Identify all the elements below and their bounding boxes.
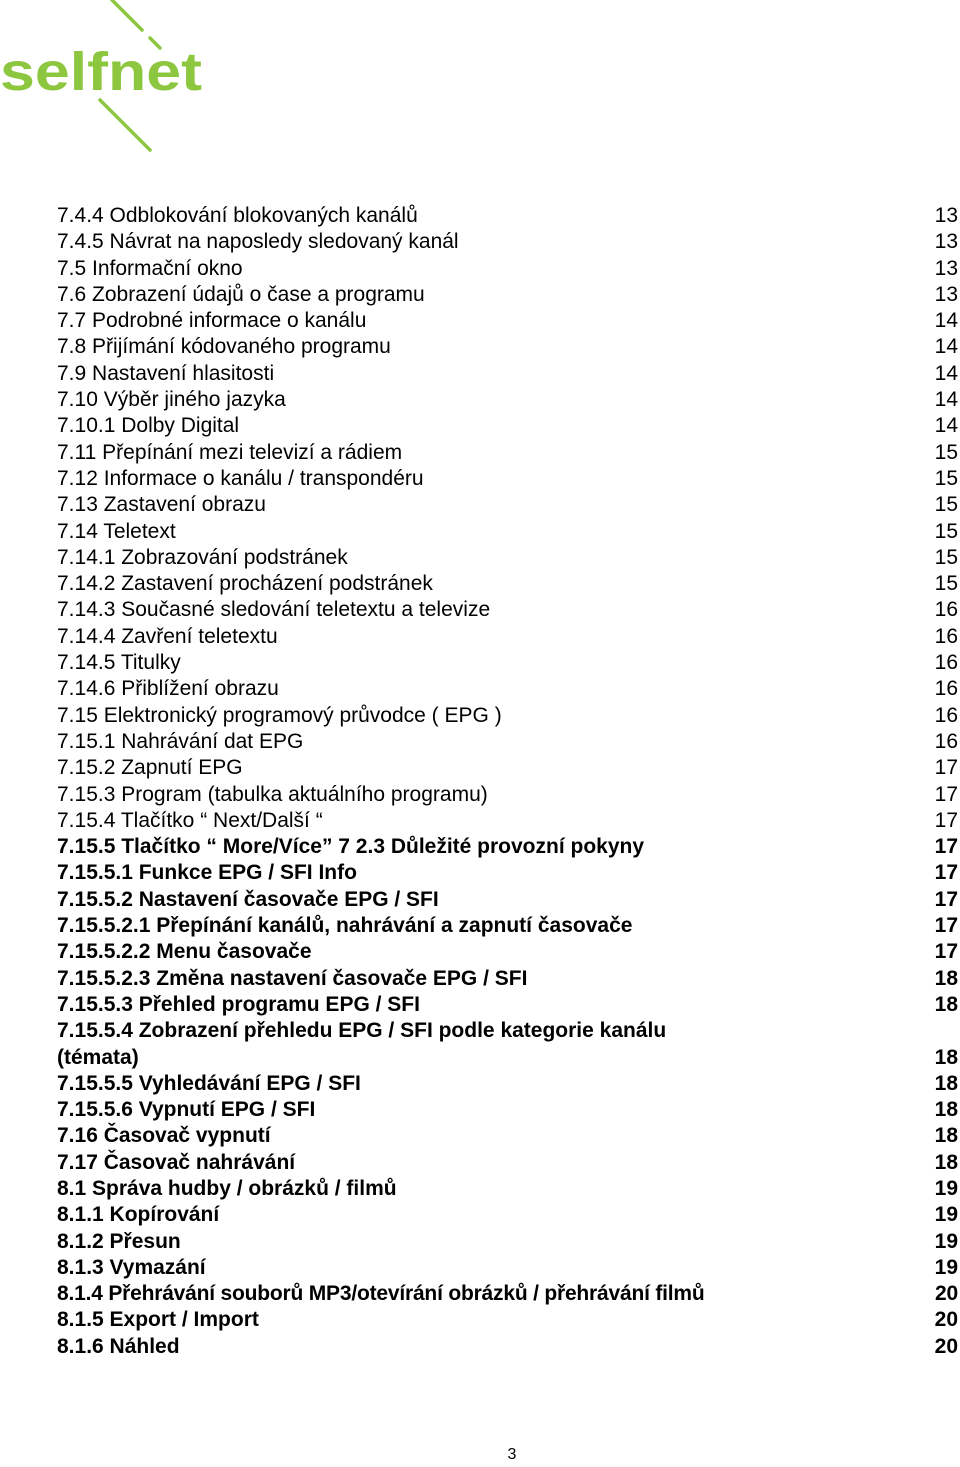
toc-entry-title: 7.14.5 Titulky	[57, 651, 181, 675]
toc-entry[interactable]	[57, 597, 958, 623]
toc-entry-title: 7.12 Informace o kanálu / transpondéru	[57, 466, 424, 490]
toc-entry-page: 17	[934, 914, 958, 938]
toc-entry-title: 7.5 Informační okno	[57, 256, 243, 280]
table-of-contents	[57, 203, 958, 1360]
toc-entry[interactable]	[57, 256, 958, 282]
selfnet-logo	[0, 0, 210, 155]
toc-entry-page: 13	[934, 230, 958, 254]
toc-entry-title: 7.15.5.2.2 Menu časovače	[57, 940, 312, 964]
toc-entry[interactable]	[57, 887, 958, 913]
toc-entry[interactable]	[57, 1176, 958, 1202]
toc-entry-page: 20	[934, 1308, 958, 1332]
toc-entry-title: 7.10.1 Dolby Digital	[57, 414, 240, 438]
toc-entry-page: 13	[934, 256, 958, 280]
toc-entry-title: 7.15.1 Nahrávání dat EPG	[57, 729, 304, 753]
toc-entry-title: 7.7 Podrobné informace o kanálu	[57, 309, 367, 333]
toc-entry-title: 7.6 Zobrazení údajů o čase a programu	[57, 282, 425, 306]
toc-entry[interactable]	[57, 571, 958, 597]
toc-entry[interactable]	[57, 860, 958, 886]
toc-entry[interactable]	[57, 387, 958, 413]
toc-entry[interactable]	[57, 229, 958, 255]
toc-entry-page: 17	[934, 940, 958, 964]
toc-entry-page: 20	[934, 1334, 958, 1358]
toc-entry-page: 18	[934, 1150, 958, 1174]
toc-entry[interactable]	[57, 440, 958, 466]
toc-entry-title: 7.17 Časovač nahrávání	[57, 1150, 296, 1174]
toc-entry-title: 7.8 Přijímání kódovaného programu	[57, 335, 391, 359]
toc-entry-title: 7.15.5.3 Přehled programu EPG / SFI	[57, 992, 420, 1016]
toc-entry-page: 16	[934, 729, 958, 753]
toc-entry[interactable]	[57, 282, 958, 308]
toc-entry-title: 8.1.6 Náhled	[57, 1334, 180, 1358]
toc-entry[interactable]	[57, 545, 958, 571]
toc-entry-title: 7.15.2 Zapnutí EPG	[57, 756, 243, 780]
toc-entry[interactable]	[57, 1334, 958, 1360]
toc-entry[interactable]	[57, 466, 958, 492]
toc-entry-title: 7.15.3 Program (tabulka aktuálního programu)	[57, 782, 488, 806]
toc-entry-title: 7.14.2 Zastavení procházení podstránek	[57, 572, 433, 596]
page-number: 3	[507, 1446, 517, 1463]
toc-entry-title: 8.1 Správa hudby / obrázků / filmů	[57, 1176, 397, 1200]
toc-entry[interactable]	[57, 992, 958, 1018]
toc-entry-title: 7.15.5.2.3 Změna nastavení časovače EPG / SFI	[57, 966, 528, 990]
toc-entry[interactable]	[57, 413, 958, 439]
toc-entry-page: 20	[935, 1282, 958, 1306]
toc-entry[interactable]	[57, 1229, 958, 1255]
toc-entry-title-line: 7.15.5.4 Zobrazení přehledu EPG / SFI podle kategorie kanálu	[57, 1019, 667, 1043]
toc-entry-title: 8.1.5 Export / Import	[57, 1308, 259, 1332]
toc-entry-page: 16	[934, 598, 958, 622]
toc-entry-title: 7.14.4 Zavření teletextu	[57, 624, 278, 648]
toc-entry-page: 17	[934, 808, 958, 832]
toc-entry-page: 13	[934, 204, 958, 227]
toc-entry-page: 19	[934, 1203, 958, 1227]
toc-entry-title: 8.1.3 Vymazání	[57, 1255, 206, 1279]
toc-entry-page: 14	[934, 414, 958, 438]
toc-entry-page: 15	[934, 466, 958, 490]
toc-entry-title: 7.15 Elektronický programový průvodce ( EPG )	[57, 703, 502, 727]
toc-entry-title: 8.1.2 Přesun	[57, 1229, 181, 1253]
toc-entry[interactable]	[57, 913, 958, 939]
logo-wordmark: selfnet	[0, 42, 203, 102]
toc-entry[interactable]	[57, 939, 958, 965]
toc-entry[interactable]	[57, 1097, 958, 1123]
toc-entry-title: 7.4.5 Návrat na naposledy sledovaný kanál	[57, 230, 459, 254]
toc-entry[interactable]	[57, 755, 958, 781]
toc-entry[interactable]	[57, 1202, 958, 1228]
toc-entry-title: 7.14.6 Přiblížení obrazu	[57, 677, 279, 701]
toc-entry-title: 8.1.4 Přehrávání souborů MP3/otevírání obrázků / přehrávání filmů	[57, 1282, 705, 1306]
toc-entry-page: 15	[934, 572, 958, 596]
toc-entry-page: 16	[934, 651, 958, 675]
toc-entry-title: 7.16 Časovač vypnutí	[57, 1124, 271, 1148]
toc-entry[interactable]	[57, 1150, 958, 1176]
toc-entry[interactable]	[57, 203, 958, 229]
toc-entry[interactable]	[57, 729, 958, 755]
toc-entry-page: 15	[934, 519, 958, 543]
toc-entry-page: 16	[934, 703, 958, 727]
toc-entry-title-line: (témata)	[57, 1045, 139, 1069]
toc-entry-page: 14	[934, 309, 958, 333]
toc-entry-title: 7.4.4 Odblokování blokovaných kanálů	[57, 204, 418, 227]
toc-entry-page: 16	[934, 677, 958, 701]
toc-entry[interactable]	[57, 519, 958, 545]
toc-entry-title: 7.11 Přepínání mezi televizí a rádiem	[57, 440, 403, 464]
toc-entry-title: 8.1.1 Kopírování	[57, 1203, 220, 1227]
toc-entry-page: 18	[934, 1071, 958, 1095]
toc-entry[interactable]	[57, 1255, 958, 1281]
toc-entry-title: 7.14.3 Současné sledování teletextu a televize	[57, 598, 491, 622]
toc-entry-page: 18	[934, 1124, 958, 1148]
toc-entry-page: 18	[934, 966, 958, 990]
toc-entry-page: 15	[934, 545, 958, 569]
toc-entry-title: 7.9 Nastavení hlasitosti	[57, 361, 275, 385]
toc-entry-title: 7.14.1 Zobrazování podstránek	[57, 545, 348, 569]
toc-entry[interactable]	[57, 1307, 958, 1333]
toc-entry-page: 17	[934, 861, 958, 885]
toc-entry-page: 16	[934, 624, 958, 648]
toc-entry-page: 13	[934, 282, 958, 306]
toc-entry-page: 14	[934, 388, 958, 412]
toc-entry[interactable]	[57, 624, 958, 650]
toc-entry-page: 18	[934, 1045, 958, 1069]
toc-entry-title: 7.15.5 Tlačítko “ More/Více” 7 2.3 Důležité provozní pokyny	[57, 835, 645, 859]
toc-entry-title: 7.15.4 Tlačítko “ Next/Další “	[57, 808, 323, 832]
toc-entry-page: 14	[934, 335, 958, 359]
toc-entry-page: 17	[934, 756, 958, 780]
toc-entry[interactable]	[57, 676, 958, 702]
toc-entry[interactable]	[57, 650, 958, 676]
toc-entry[interactable]	[57, 966, 958, 992]
toc-entry-title: 7.14 Teletext	[57, 519, 176, 543]
toc-entry-page: 17	[934, 782, 958, 806]
toc-entry[interactable]	[57, 308, 958, 334]
toc-entry-page: 19	[934, 1176, 958, 1200]
toc-entry-page: 18	[934, 992, 958, 1016]
toc-entry-title: 7.13 Zastavení obrazu	[57, 493, 266, 517]
toc-entry-page: 19	[934, 1255, 958, 1279]
toc-entry-title: 7.15.5.2 Nastavení časovače EPG / SFI	[57, 887, 439, 911]
toc-entry[interactable]	[57, 1018, 958, 1071]
toc-entry[interactable]	[57, 782, 958, 808]
toc-entry[interactable]	[57, 1281, 958, 1307]
toc-entry-title: 7.15.5.6 Vypnutí EPG / SFI	[57, 1098, 316, 1122]
toc-entry[interactable]	[57, 703, 958, 729]
toc-entry[interactable]	[57, 361, 958, 387]
toc-entry-page: 15	[934, 440, 958, 464]
toc-entry[interactable]	[57, 1123, 958, 1149]
toc-entry[interactable]	[57, 808, 958, 834]
toc-entry[interactable]	[57, 334, 958, 360]
toc-entry-page: 17	[934, 835, 958, 859]
toc-entry-title	[57, 1018, 925, 1071]
toc-entry-page: 17	[934, 887, 958, 911]
toc-entry-page: 15	[934, 493, 958, 517]
toc-entry-page: 18	[934, 1098, 958, 1122]
toc-entry-page: 19	[934, 1229, 958, 1253]
toc-entry-title: 7.15.5.1 Funkce EPG / SFI Info	[57, 861, 357, 885]
toc-entry[interactable]	[57, 1071, 958, 1097]
toc-entry-page: 14	[934, 361, 958, 385]
toc-entry[interactable]	[57, 834, 958, 860]
toc-entry[interactable]	[57, 492, 958, 518]
toc-entry-title: 7.15.5.5 Vyhledávání EPG / SFI	[57, 1071, 361, 1095]
toc-entry-title: 7.10 Výběr jiného jazyka	[57, 388, 286, 412]
toc-entry-title: 7.15.5.2.1 Přepínání kanálů, nahrávání a zapnutí časovače	[57, 914, 633, 938]
